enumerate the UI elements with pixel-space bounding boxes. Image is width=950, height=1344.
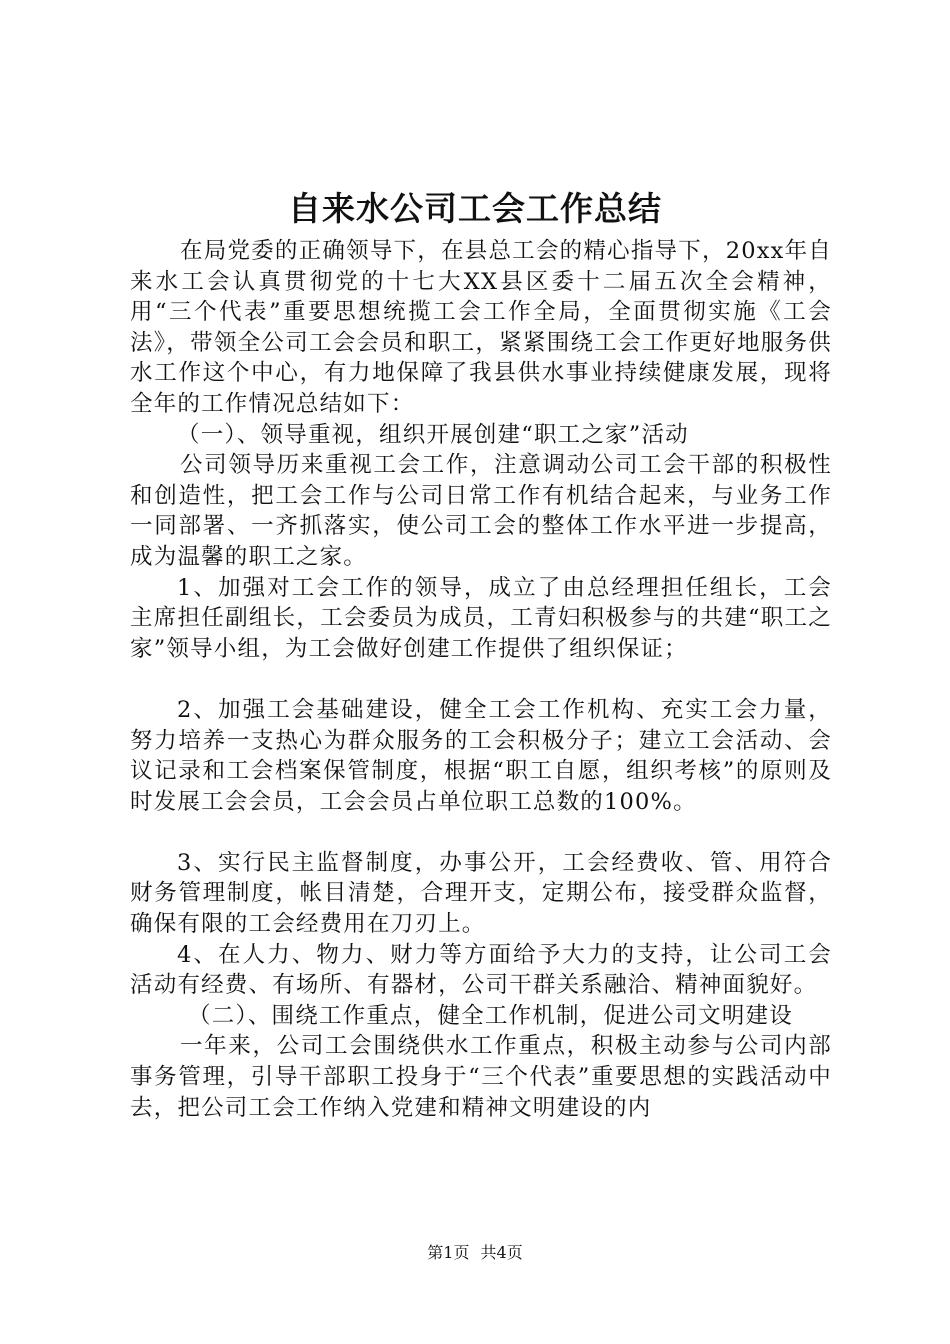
list-item-3: 3、实行民主监督制度，办事公开，工会经费收、管、用符合财务管理制度，帐目清楚，合理开支，定期公布，接受群众监督，确保有限的工会经费用在刀刃上。 — [130, 849, 832, 938]
page-number: 第1页 — [427, 1243, 470, 1262]
intro-paragraph: 在局党委的正确领导下，在县总工会的精心指导下，20xx年自来水工会认真贯彻党的十七大XX县区委十二届五次全会精神，用“三个代表”重要思想统揽工会工作全局，全面贯彻实施《工会法》，带领全公司工会会员和职工，紧紧围绕工会工作更好地服务供水工作这个中心，有力地保障了我县供水事业持续健康发展，现将全年的工作情况总结如下： — [130, 238, 832, 417]
document-body — [130, 236, 832, 1123]
paragraph-gap — [130, 664, 832, 695]
page-footer — [0, 1243, 950, 1263]
section-heading-2: （二）、围绕工作重点，健全工作机制，促进公司文明建设 — [188, 1002, 793, 1029]
paragraph-gap — [130, 817, 832, 848]
body-paragraph: 一年来，公司工会围绕供水工作重点，积极主动参与公司内部事务管理，引导干部职工投身于“三个代表”重要思想的实践活动中去，把公司工会工作纳入党建和精神文明建设的内 — [130, 1033, 832, 1121]
list-item-1: 1、加强对工会工作的领导，成立了由总经理担任组长，工会主席担任副组长，工会委员为成员，工青妇积极参与的共建“职工之家”领导小组，为工会做好创建工作提供了组织保证； — [130, 574, 832, 662]
page-total: 共4页 — [480, 1243, 523, 1262]
body-paragraph: 公司领导历来重视工会工作，注意调动公司工会干部的积极性和创造性，把工会工作与公司日常工作有机结合起来，与业务工作一同部署、一齐抓落实，使公司工会的整体工作水平进一步提高，成为温馨的职工之家。 — [130, 452, 832, 570]
list-item-2: 2、加强工会基础建设，健全工会工作机构、充实工会力量，努力培养一支热心为群众服务的工会积极分子；建立工会活动、会议记录和工会档案保管制度，根据“职工自愿，组织考核”的原则及时发展工会会员，工会会员占单位职工总数的100%。 — [130, 696, 832, 815]
section-heading-1: （一）、领导重视，组织开展创建“职工之家”活动 — [177, 421, 689, 448]
document-title: 自来水公司工会工作总结 — [288, 189, 662, 228]
list-item-4: 4、在人力、物力、财力等方面给予大力的支持，让公司工会活动有经费、有场所、有器材，公司干群关系融洽、精神面貌好。 — [130, 941, 832, 999]
